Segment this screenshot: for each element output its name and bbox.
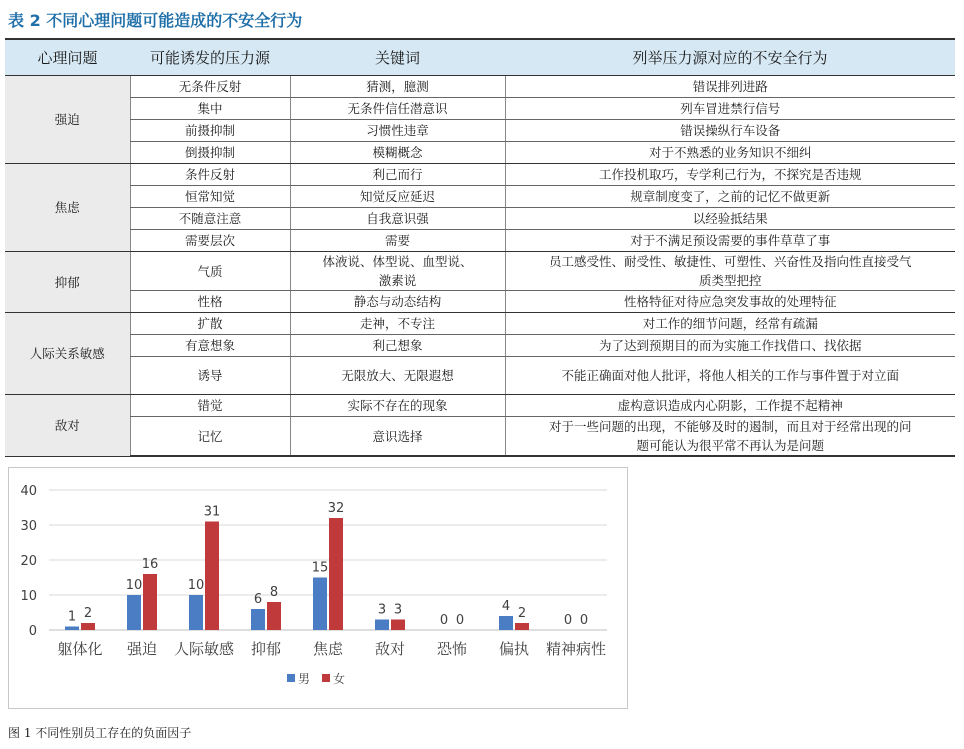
bar-male xyxy=(375,620,389,631)
table-row xyxy=(5,98,955,120)
table-row xyxy=(5,417,955,457)
y-tick-label: 10 xyxy=(20,589,37,604)
data-label: 2 xyxy=(517,606,527,621)
stressor-cell: 错觉 xyxy=(130,395,290,417)
stressor-cell: 倒摄抑制 xyxy=(130,142,290,164)
table-wrapper xyxy=(5,38,955,457)
keyword-cell: 猜测，臆测 xyxy=(290,76,505,98)
legend-swatch xyxy=(287,674,295,682)
data-label: 31 xyxy=(203,504,221,520)
keyword-cell: 无限放大、无限遐想 xyxy=(290,357,505,395)
bar-chart xyxy=(8,467,628,709)
stressor-cell: 前摄抑制 xyxy=(130,120,290,142)
behavior-cell: 为了达到预期目的而为实施工作找借口、找依据 xyxy=(505,335,955,357)
keyword-cell: 自我意识强 xyxy=(290,208,505,230)
data-label: 0 xyxy=(455,613,465,628)
table-row xyxy=(5,252,955,291)
data-label: 3 xyxy=(393,602,403,618)
stressor-cell: 条件反射 xyxy=(130,164,290,186)
keyword-cell: 利己想象 xyxy=(290,335,505,357)
figure-caption: 图 1 不同性别员工存在的负面因子 xyxy=(8,726,192,740)
data-label: 16 xyxy=(141,557,159,572)
behavior-cell: 工作投机取巧，专学利己行为，不探究是否违规 xyxy=(505,164,955,186)
group-cell: 焦虑 xyxy=(5,164,130,252)
bar-female xyxy=(391,620,405,631)
data-label: 6 xyxy=(253,592,263,607)
behavior-cell: 虚构意识造成内心阴影，工作提不起精神 xyxy=(505,395,955,417)
table-row xyxy=(5,208,955,230)
data-label: 1 xyxy=(67,609,77,625)
stressor-cell: 需要层次 xyxy=(130,230,290,252)
table-row xyxy=(5,230,955,252)
keyword-cell: 静态与动态结构 xyxy=(290,291,505,313)
behavior-cell: 规章制度变了，之前的记忆不做更新 xyxy=(505,186,955,208)
keyword-cell: 知觉反应延迟 xyxy=(290,186,505,208)
stressor-cell: 集中 xyxy=(130,98,290,120)
keyword-cell: 利己而行 xyxy=(290,164,505,186)
stressor-cell: 记忆 xyxy=(130,417,290,457)
behavior-cell: 性格特征对待应急突发事故的处理特征 xyxy=(505,291,955,313)
behavior-cell: 错误操纵行车设备 xyxy=(505,120,955,142)
table-header-row xyxy=(5,39,955,76)
data-label: 8 xyxy=(269,585,279,600)
table-row xyxy=(5,120,955,142)
table-row xyxy=(5,76,955,98)
x-tick-label: 偏执 xyxy=(498,640,530,658)
y-tick-label: 0 xyxy=(28,624,37,639)
stressor-cell: 诱导 xyxy=(130,357,290,395)
table-caption: 表 2 不同心理问题可能造成的不安全行为 xyxy=(8,11,303,30)
data-label: 0 xyxy=(563,613,573,628)
table-row xyxy=(5,186,955,208)
legend-label: 男 xyxy=(298,672,311,686)
bar-male xyxy=(251,609,265,630)
x-tick-label: 强迫 xyxy=(126,640,158,658)
keyword-cell: 意识选择 xyxy=(290,417,505,457)
bar-female xyxy=(267,602,281,630)
stressor-cell: 扩散 xyxy=(130,313,290,335)
group-cell: 敌对 xyxy=(5,395,130,457)
bar-male xyxy=(499,616,513,630)
bar-female xyxy=(143,574,157,630)
psych-table xyxy=(5,38,955,457)
behavior-cell: 以经验抵结果 xyxy=(505,208,955,230)
keyword-cell: 实际不存在的现象 xyxy=(290,395,505,417)
behavior-cell: 列车冒进禁行信号 xyxy=(505,98,955,120)
keyword-cell: 习惯性违章 xyxy=(290,120,505,142)
data-label: 15 xyxy=(311,560,329,576)
y-tick-label: 30 xyxy=(20,519,37,534)
keyword-cell: 体液说、体型说、血型说、激素说 xyxy=(290,252,505,291)
behavior-cell: 对于一些问题的出现，不能够及时的遏制，而且对于经常出现的问题可能认为很平常不再认为是问题 xyxy=(505,417,955,457)
group-cell: 人际关系敏感 xyxy=(5,313,130,395)
x-tick-label: 精神病性 xyxy=(545,640,607,658)
y-tick-label: 40 xyxy=(20,484,37,499)
stressor-cell: 不随意注意 xyxy=(130,208,290,230)
behavior-cell: 不能正确面对他人批评，将他人相关的工作与事件置于对立面 xyxy=(505,357,955,395)
data-label: 0 xyxy=(579,613,589,628)
x-tick-label: 人际敏感 xyxy=(173,640,235,658)
table-body xyxy=(5,76,955,457)
data-label: 4 xyxy=(501,599,511,614)
data-label: 10 xyxy=(125,578,143,593)
bar-female xyxy=(515,623,529,630)
bar-female xyxy=(329,518,343,630)
bar-female xyxy=(205,522,219,631)
chart-svg xyxy=(9,468,627,708)
x-tick-label: 躯体化 xyxy=(57,640,103,658)
bar-male xyxy=(313,578,327,631)
table-row xyxy=(5,291,955,313)
behavior-cell: 错误排列进路 xyxy=(505,76,955,98)
x-tick-label: 抑郁 xyxy=(250,640,282,658)
behavior-cell: 对于不熟悉的业务知识不细纠 xyxy=(505,142,955,164)
header-keyword: 关键词 xyxy=(290,39,505,76)
stressor-cell: 恒常知觉 xyxy=(130,186,290,208)
data-label: 2 xyxy=(83,606,93,621)
bar-male xyxy=(189,595,203,630)
table-row xyxy=(5,313,955,335)
stressor-cell: 无条件反射 xyxy=(130,76,290,98)
x-tick-label: 焦虑 xyxy=(312,640,344,658)
x-tick-label: 敌对 xyxy=(374,640,406,658)
header-unsafe-behavior: 列举压力源对应的不安全行为 xyxy=(505,39,955,76)
data-label: 3 xyxy=(377,602,387,618)
group-cell: 抑郁 xyxy=(5,252,130,313)
stressor-cell: 性格 xyxy=(130,291,290,313)
header-psych-problem: 心理问题 xyxy=(5,39,130,76)
bar-male xyxy=(65,627,79,631)
data-label: 32 xyxy=(327,501,345,516)
behavior-cell: 对于不满足预设需要的事件草草了事 xyxy=(505,230,955,252)
data-label: 0 xyxy=(439,613,449,628)
keyword-cell: 走神，不专注 xyxy=(290,313,505,335)
table-row xyxy=(5,142,955,164)
behavior-cell: 员工感受性、耐受性、敏捷性、可塑性、兴奋性及指向性直接受气质类型把控 xyxy=(505,252,955,291)
stressor-cell: 有意想象 xyxy=(130,335,290,357)
keyword-cell: 模糊概念 xyxy=(290,142,505,164)
stressor-cell: 气质 xyxy=(130,252,290,291)
header-stressor: 可能诱发的压力源 xyxy=(130,39,290,76)
table-row xyxy=(5,164,955,186)
x-tick-label: 恐怖 xyxy=(436,640,468,658)
table-row xyxy=(5,335,955,357)
legend-label: 女 xyxy=(333,672,346,686)
group-cell: 强迫 xyxy=(5,76,130,164)
y-tick-label: 20 xyxy=(20,554,37,569)
bar-male xyxy=(127,595,141,630)
keyword-cell: 无条件信任潜意识 xyxy=(290,98,505,120)
data-label: 10 xyxy=(187,578,205,593)
legend-swatch xyxy=(322,674,330,682)
table-row xyxy=(5,357,955,395)
bar-female xyxy=(81,623,95,630)
keyword-cell: 需要 xyxy=(290,230,505,252)
table-row xyxy=(5,395,955,417)
behavior-cell: 对工作的细节问题，经常有疏漏 xyxy=(505,313,955,335)
